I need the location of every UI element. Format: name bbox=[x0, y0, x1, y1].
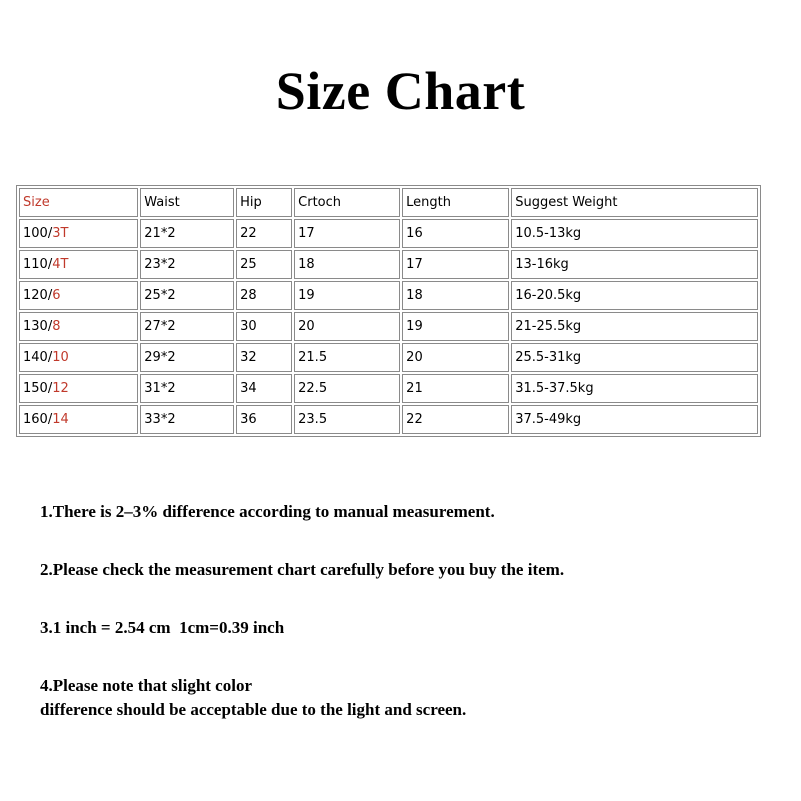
table-row bbox=[19, 250, 758, 279]
note-1 bbox=[40, 500, 780, 524]
waist-cell: 27*2 bbox=[140, 312, 234, 341]
size-cm: 150 bbox=[23, 381, 48, 396]
size-cm: 100 bbox=[23, 226, 48, 241]
table-row bbox=[19, 312, 758, 341]
size-us: 6 bbox=[52, 288, 61, 303]
length-cell: 20 bbox=[402, 343, 509, 372]
size-cm: 110 bbox=[23, 257, 48, 272]
size-cm: 140 bbox=[23, 350, 48, 365]
size-cm: 130 bbox=[23, 319, 48, 334]
note-3 bbox=[40, 616, 780, 640]
note-text-line2: difference should be acceptable due to the light and screen bbox=[40, 700, 462, 719]
table-row bbox=[19, 281, 758, 310]
note-text: There is 2–3% difference according to manual measurement bbox=[52, 502, 491, 521]
weight-cell: 25.5-31kg bbox=[511, 343, 758, 372]
size-cm: 160 bbox=[23, 412, 48, 427]
note-text: Please check the measurement chart carefully before you buy the item bbox=[52, 560, 560, 579]
hip-cell: 32 bbox=[236, 343, 292, 372]
note-text: Please note that slight color bbox=[52, 676, 252, 695]
notes-section bbox=[40, 500, 780, 722]
weight-cell: 37.5-49kg bbox=[511, 405, 758, 434]
length-cell: 17 bbox=[402, 250, 509, 279]
hip-cell: 36 bbox=[236, 405, 292, 434]
note-text: 1 inch = 2.54 cm 1cm=0.39 inch bbox=[52, 618, 285, 637]
header-suggest-weight: Suggest Weight bbox=[511, 188, 758, 217]
note-number: 1. bbox=[40, 502, 53, 521]
table-row bbox=[19, 405, 758, 434]
waist-cell: 23*2 bbox=[140, 250, 234, 279]
header-length: Length bbox=[402, 188, 509, 217]
note-end: . bbox=[490, 502, 495, 521]
header-crotch: Crtoch bbox=[294, 188, 400, 217]
table-row bbox=[19, 374, 758, 403]
size-us: 4T bbox=[52, 257, 69, 272]
size-cm: 120 bbox=[23, 288, 48, 303]
hip-cell: 30 bbox=[236, 312, 292, 341]
weight-cell: 31.5-37.5kg bbox=[511, 374, 758, 403]
note-2 bbox=[40, 558, 780, 582]
size-us: 10 bbox=[52, 350, 69, 365]
size-us: 12 bbox=[52, 381, 69, 396]
header-waist: Waist bbox=[140, 188, 234, 217]
size-cell: 130/8 bbox=[19, 312, 138, 341]
crotch-cell: 20 bbox=[294, 312, 400, 341]
length-cell: 22 bbox=[402, 405, 509, 434]
waist-cell: 31*2 bbox=[140, 374, 234, 403]
size-us: 3T bbox=[52, 226, 69, 241]
hip-cell: 34 bbox=[236, 374, 292, 403]
note-4 bbox=[40, 674, 780, 722]
size-cell: 120/6 bbox=[19, 281, 138, 310]
size-us: 8 bbox=[52, 319, 61, 334]
note-end: . bbox=[559, 560, 565, 579]
note-number: 3. bbox=[40, 618, 53, 637]
header-hip: Hip bbox=[236, 188, 292, 217]
crotch-cell: 22.5 bbox=[294, 374, 400, 403]
length-cell: 16 bbox=[402, 219, 509, 248]
length-cell: 21 bbox=[402, 374, 509, 403]
size-cell: 150/12 bbox=[19, 374, 138, 403]
note-number: 2. bbox=[40, 560, 53, 579]
size-table bbox=[16, 185, 761, 437]
table-header-row bbox=[19, 188, 758, 217]
length-cell: 18 bbox=[402, 281, 509, 310]
table-row bbox=[19, 343, 758, 372]
weight-cell: 13-16kg bbox=[511, 250, 758, 279]
hip-cell: 28 bbox=[236, 281, 292, 310]
waist-cell: 29*2 bbox=[140, 343, 234, 372]
crotch-cell: 23.5 bbox=[294, 405, 400, 434]
crotch-cell: 17 bbox=[294, 219, 400, 248]
waist-cell: 33*2 bbox=[140, 405, 234, 434]
size-us: 14 bbox=[52, 412, 69, 427]
note-end: . bbox=[462, 700, 467, 719]
hip-cell: 22 bbox=[236, 219, 292, 248]
crotch-cell: 18 bbox=[294, 250, 400, 279]
weight-cell: 16-20.5kg bbox=[511, 281, 758, 310]
crotch-cell: 19 bbox=[294, 281, 400, 310]
header-size: Size bbox=[19, 188, 138, 217]
waist-cell: 25*2 bbox=[140, 281, 234, 310]
hip-cell: 25 bbox=[236, 250, 292, 279]
weight-cell: 10.5-13kg bbox=[511, 219, 758, 248]
crotch-cell: 21.5 bbox=[294, 343, 400, 372]
size-cell: 160/14 bbox=[19, 405, 138, 434]
length-cell: 19 bbox=[402, 312, 509, 341]
page-title: Size Chart bbox=[275, 61, 526, 121]
waist-cell: 21*2 bbox=[140, 219, 234, 248]
size-cell: 140/10 bbox=[19, 343, 138, 372]
note-number: 4. bbox=[40, 676, 53, 695]
table-row bbox=[19, 219, 758, 248]
weight-cell: 21-25.5kg bbox=[511, 312, 758, 341]
size-cell: 100/3T bbox=[19, 219, 138, 248]
size-cell: 110/4T bbox=[19, 250, 138, 279]
